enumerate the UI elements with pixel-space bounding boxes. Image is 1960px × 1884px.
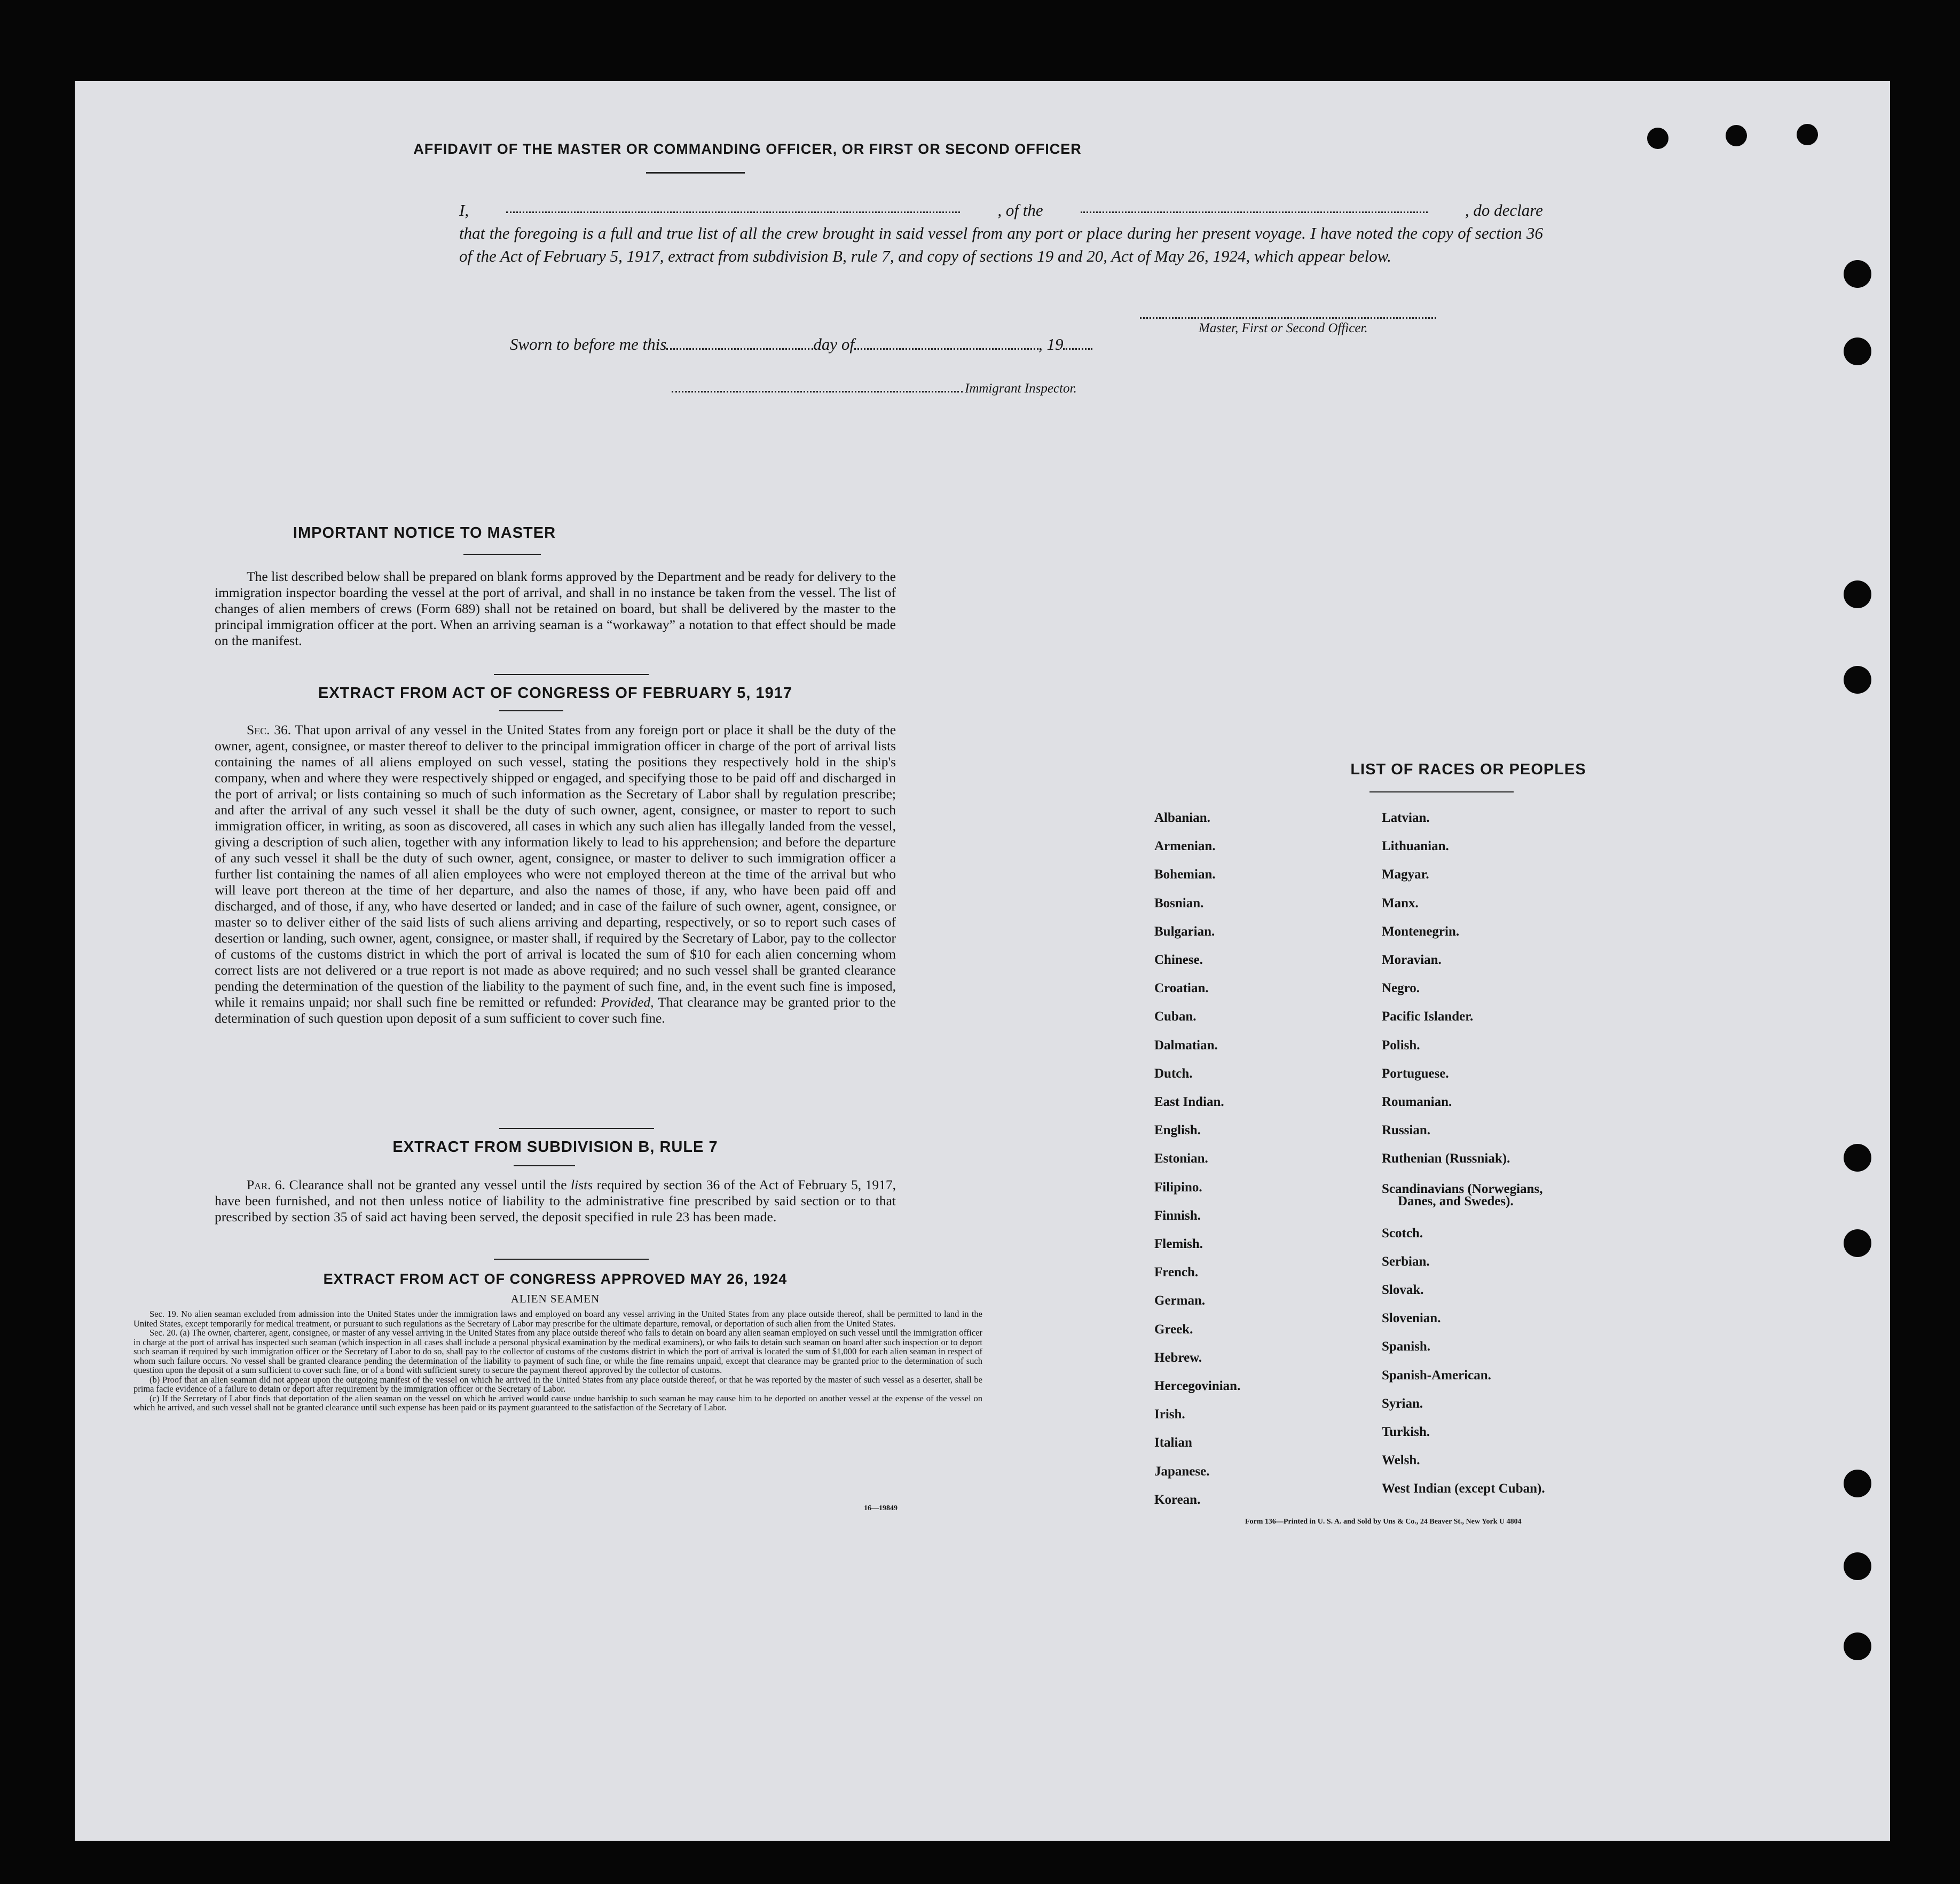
race-item: Ruthenian (Russniak). <box>1382 1151 1510 1166</box>
notice-rule <box>463 554 541 555</box>
separator-rule <box>494 1259 649 1260</box>
race-item: English. <box>1154 1123 1201 1138</box>
race-item: Bulgarian. <box>1154 924 1215 939</box>
punch-hole <box>1844 666 1871 694</box>
of-the-label: , of the <box>997 201 1043 219</box>
race-item: Armenian. <box>1154 839 1216 854</box>
race-item: Hebrew. <box>1154 1350 1202 1365</box>
race-item: Flemish. <box>1154 1237 1203 1252</box>
punch-hole <box>1844 260 1871 288</box>
separator-rule <box>494 674 649 675</box>
race-item: Bohemian. <box>1154 867 1216 882</box>
race-item: German. <box>1154 1293 1206 1308</box>
race-item: Negro. <box>1382 981 1420 996</box>
inspector-signature-label: Immigrant Inspector. <box>965 381 1077 396</box>
sworn-line <box>510 335 1092 354</box>
race-item: Moravian. <box>1382 953 1442 968</box>
declarant-name-field[interactable] <box>506 199 960 213</box>
punch-hole <box>1797 124 1818 145</box>
race-item: East Indian. <box>1154 1095 1224 1110</box>
races-title: LIST OF RACES OR PEOPLES <box>1350 761 1586 778</box>
race-item: Estonian. <box>1154 1151 1208 1166</box>
proviso-text: That clearance may be granted prior to the determination of such question upon deposit of a sum sufficient to cover such fine. <box>215 994 896 1026</box>
punch-hole <box>1844 1632 1871 1660</box>
section-36-label: Sec. 36. <box>247 722 292 737</box>
races-left-column <box>1154 804 1240 1514</box>
affidavit-body: that the foregoing is a full and true list of all the crew brought in said vessel from any port or place during her present voyage. I have noted the copy of section 36 of the Act of February 5, 1917, extract from subdivision B, rule 7, and copy of sections 19 and 20, Act of May 26, 1924, which appear below. <box>459 224 1543 265</box>
race-item: Spanish-American. <box>1382 1368 1491 1383</box>
race-item: Italian <box>1154 1435 1192 1450</box>
lists-word: lists <box>571 1177 593 1192</box>
extract-1924-text <box>133 1309 982 1412</box>
section-36-text <box>215 722 896 1026</box>
race-item: Slovenian. <box>1382 1311 1441 1326</box>
paragraph-6-body-a: Clearance shall not be granted any vessel until the <box>289 1177 567 1192</box>
extract-1924-title: EXTRACT FROM ACT OF CONGRESS APPROVED MAY 26, 1924 <box>323 1271 788 1287</box>
section-20b-text: (b) Proof that an alien seaman did not appear upon the outgoing manifest of the vessel on which he arrived in the United States from any place outside thereof, or that he was reported by the master of such vessel as a deserter, shall be prima facie evidence of a failure to detain or deport after requirement by the immigration officer or the Secretary of Labor. <box>133 1374 982 1394</box>
race-item: Korean. <box>1154 1492 1201 1507</box>
race-item: Syrian. <box>1382 1396 1423 1411</box>
race-item: Greek. <box>1154 1322 1193 1337</box>
race-item: Scandinavians (Norwegians, <box>1382 1181 1543 1196</box>
race-item: Manx. <box>1382 896 1419 910</box>
section-36-body: That upon arrival of any vessel in the United States from any foreign port or place it shall be the duty of the owner, agent, consignee, or master thereof to deliver to the principal immigration officer in charge of the port of arrival lists containing the names of all aliens employed on such vessel, stating the positions they respectively hold in the ship's company, when and where they were respectively shipped or engaged, and specifying those to be paid off and discharged in the port of arrival; or lists containing so much of such information as the Secretary of Labor shall by regulation prescribe; and after the arrival of any such vessel it shall be the duty of such owner, agent, consignee, or master to report to such immigration officer, in writing, as soon as discovered, all cases in which any such alien has illegally landed from the vessel, giving a description of such alien, together with any information likely to lead to his apprehension; and before the departure of any such vessel it shall be the duty of such owner, agent, consignee, or master to deliver to such immigration officer a further list containing the names of all alien employees who were not employed thereon at the time of the arrival but who will leave port thereon at the time of her departure, and also the names of those, if any, who have been paid off and discharged, and of those, if any, who have deserted or landed; and in case of the failure of such owner, agent, consignee, or master so to deliver either of the said lists of such aliens arriving and departing, respectively, or so to report such cases of desertion or landing, such owner, agent, consignee, or master shall, if required by the Secretary of Labor, pay to the collector of customs of the customs district in which the port of arrival is located the sum of $10 for each alien concerning whom correct lists are not delivered or a true report is not made as above required; and no such vessel shall be granted clearance pending the determination of the question of the liability to the payment of such fine, and, in the event such fine is imposed, while it remains unpaid; nor shall such fine be remitted or refunded: <box>215 722 896 1010</box>
print-code: 16—19849 <box>864 1504 898 1512</box>
master-signature-line[interactable] <box>1140 317 1436 319</box>
form-footer: Form 136—Printed in U. S. A. and Sold by Uns & Co., 24 Beaver St., New York U 4804 <box>1245 1518 1522 1526</box>
punch-hole <box>1844 1229 1871 1257</box>
race-item: Slovak. <box>1382 1283 1424 1298</box>
sworn-label: Sworn to before me this <box>510 335 667 354</box>
punch-hole <box>1647 128 1668 149</box>
affidavit-title: AFFIDAVIT OF THE MASTER OR COMMANDING OFFICER, OR FIRST OR SECOND OFFICER <box>413 141 1082 157</box>
race-item: Welsh. <box>1382 1453 1420 1468</box>
declaration-line <box>459 199 1543 222</box>
section-20a-text: Sec. 20. (a) The owner, charterer, agent, consignee, or master of any vessel arriving in the United States from any place outside thereof who fails to detain on board any alien seaman employed on such vessel until the immigration officer in charge at the port of arrival has inspected such seaman (which inspection in all cases shall include a personal physical examination by the medical examiners), or who fails to detain such seaman on board after such inspection or to deport such seaman if required by such immigration officer or the Secretary of Labor to do so, shall pay to the collector of customs of the customs district in which the port of arrival is located the sum of $1,000 for each alien seaman in respect of whom such failure occurs. No vessel shall be granted clearance pending the determination of the liability to payment of such fine, or while the fine remains unpaid, except that clearance may be granted prior to the determination of such question upon the deposit of a sum sufficient to cover such fine, or of a bond with sufficient surety to secure the payment thereof approved by the collector of customs. <box>133 1328 982 1375</box>
race-item: Roumanian. <box>1382 1095 1452 1110</box>
sworn-day-field[interactable] <box>666 335 813 350</box>
race-item: Croatian. <box>1154 981 1209 996</box>
punch-hole <box>1844 580 1871 608</box>
section-20c-text: (c) If the Secretary of Labor finds that deportation of the alien seaman on the vessel on which he arrived would cause undue hardship to such seaman he may cause him to be deported on another vessel at the expense of the vessel on which he arrived, and such vessel shall not be granted clearance until such expense has been paid or its payment guaranteed to the satisfaction of the Secretary of Labor. <box>133 1393 982 1412</box>
race-item: Montenegrin. <box>1382 924 1460 939</box>
proviso-label: Provided, <box>601 994 654 1010</box>
punch-hole <box>1844 1144 1871 1172</box>
vessel-name-field[interactable] <box>1081 199 1428 213</box>
race-item: Dutch. <box>1154 1066 1193 1081</box>
race-item: Finnish. <box>1154 1208 1201 1223</box>
rule-7-rule <box>514 1165 575 1166</box>
race-item: Japanese. <box>1154 1464 1210 1479</box>
separator-rule <box>499 1128 654 1129</box>
race-item: Dalmatian. <box>1154 1038 1218 1053</box>
sworn-year-field[interactable] <box>1063 335 1092 350</box>
title-rule <box>646 172 745 174</box>
notice-title: IMPORTANT NOTICE TO MASTER <box>293 524 556 541</box>
race-item: Cuban. <box>1154 1009 1197 1024</box>
race-item: French. <box>1154 1265 1199 1280</box>
paragraph-6-body-b: required by section 36 of the Act of February 5, 1917, have been furnished, and not then unless notice of liability to the administrative fine prescribed by said section or to that prescribed by section 35 of said act having been served, the deposit specified in rule 23 has been made. <box>215 1177 896 1224</box>
race-item: Portuguese. <box>1382 1066 1449 1081</box>
extract-1917-rule <box>499 710 563 711</box>
race-item: Scotch. <box>1382 1226 1423 1241</box>
race-item: Chinese. <box>1154 953 1203 968</box>
race-item: Filipino. <box>1154 1180 1202 1195</box>
paragraph-6-label: Par. 6. <box>247 1177 286 1192</box>
races-right-column <box>1382 804 1545 1503</box>
race-item: Turkish. <box>1382 1425 1430 1440</box>
sworn-month-field[interactable] <box>854 335 1038 350</box>
race-item: Pacific Islander. <box>1382 1009 1474 1024</box>
affidavit-statement <box>459 199 1543 268</box>
race-item: Spanish. <box>1382 1339 1431 1354</box>
declarant-prefix: I, <box>459 201 469 219</box>
race-item: Russian. <box>1382 1123 1431 1138</box>
extract-1917-title: EXTRACT FROM ACT OF CONGRESS OF FEBRUARY 5, 1917 <box>318 685 793 702</box>
race-item: Albanian. <box>1154 811 1210 825</box>
day-of-label: day of <box>813 335 854 354</box>
race-item: Magyar. <box>1382 867 1429 882</box>
punch-hole <box>1844 337 1871 365</box>
form-sheet <box>75 81 1890 1841</box>
race-item: Irish. <box>1154 1407 1185 1422</box>
race-item: Bosnian. <box>1154 896 1204 910</box>
race-item: Hercegovinian. <box>1154 1379 1241 1394</box>
year-label: , 19 <box>1038 335 1064 354</box>
punch-hole <box>1726 125 1747 146</box>
rule-7-title: EXTRACT FROM SUBDIVISION B, RULE 7 <box>392 1139 718 1156</box>
race-item: West Indian (except Cuban). <box>1382 1481 1545 1496</box>
notice-body: The list described below shall be prepared on blank forms approved by the Department and be ready for delivery to the immigration inspector boarding the vessel at the port of arrival, and shall in no instance be taken from the vessel. The list of changes of alien members of crews (Form 689) shall not be retained on board, but shall be delivered by the master to the principal immigration officer at the port. When an arriving seaman is a “workaway” a notation to that effect should be made on the manifest. <box>215 569 896 648</box>
master-signature-label: Master, First or Second Officer. <box>1199 321 1368 335</box>
races-rule <box>1369 791 1514 792</box>
race-item: Danes, and Swedes). <box>1398 1194 1514 1208</box>
do-declare-label: , do declare <box>1465 201 1543 219</box>
section-19-text: Sec. 19. No alien seaman excluded from admission into the United States under the immigration laws and employed on board any vessel arriving in the United States from any place outside thereof, shall be permitted to land in the United States, except temporarily for medical treatment, or pursuant to such regulations as the Secretary of Labor may prescribe for the ultimate departure, removal, or deportation of such alien from the United States. <box>133 1309 982 1329</box>
inspector-signature-line[interactable] <box>672 391 963 392</box>
race-item: Lithuanian. <box>1382 839 1449 854</box>
paragraph-6-text <box>215 1177 896 1225</box>
punch-hole <box>1844 1470 1871 1497</box>
punch-hole <box>1844 1552 1871 1580</box>
alien-seamen-subtitle: ALIEN SEAMEN <box>510 1292 600 1305</box>
race-item: Serbian. <box>1382 1254 1430 1269</box>
race-item: Polish. <box>1382 1038 1420 1053</box>
race-item: Latvian. <box>1382 811 1430 825</box>
